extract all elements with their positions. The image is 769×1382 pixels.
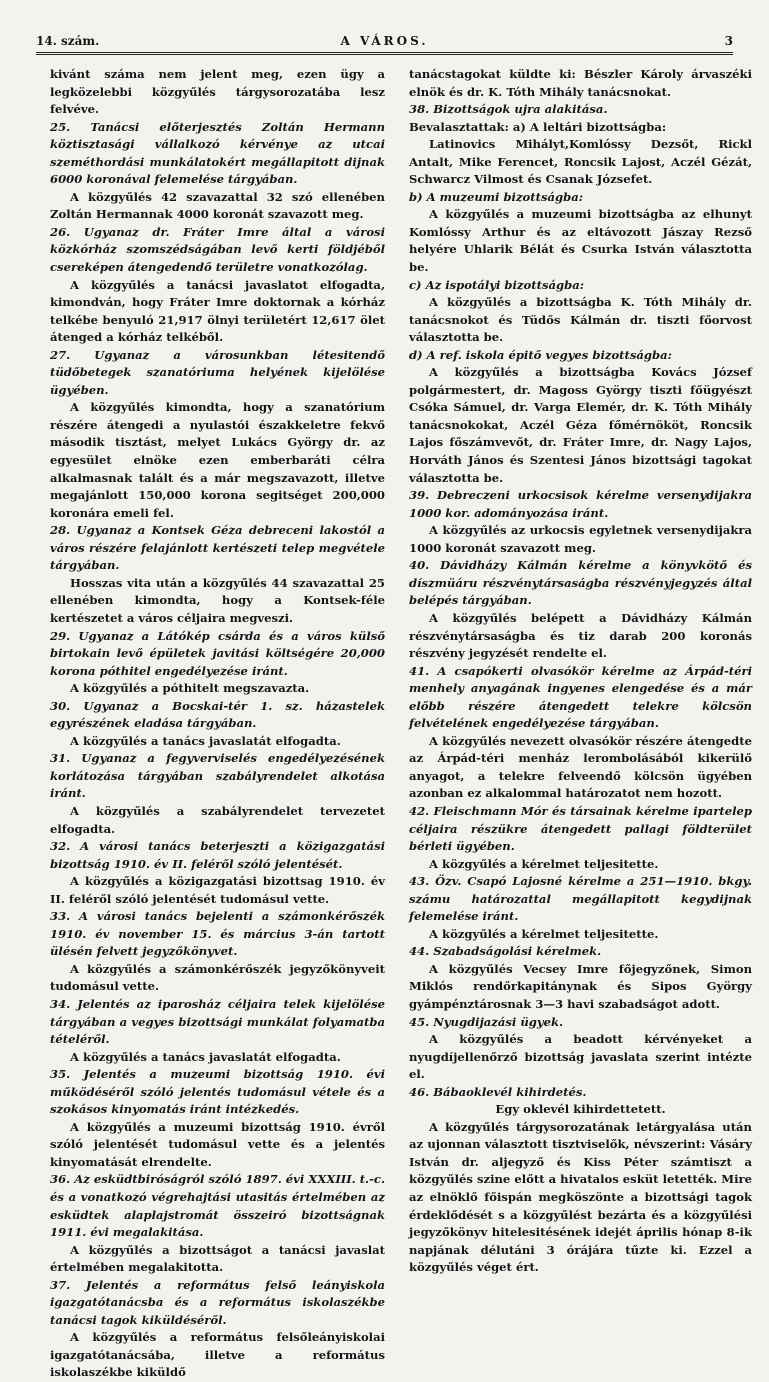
agenda-item-heading: 26. Ugyanaz dr. Fráter Imre által a városi közkórház szomszédságában levő kerti földjéből csereképen átengedendő területre vonatkozólag.: [50, 224, 385, 275]
paragraph: A közgyűlés a beadott kérvényeket a nyugdíjellenőrző bizottság javaslata szerint intézte el.: [409, 1032, 752, 1082]
agenda-item-heading: 39. Debreczeni urkocsisok kérelme versenydijakra 1000 kor. adományozása iránt.: [409, 488, 752, 520]
paragraph: tanácstagokat küldte ki: Bészler Károly árvaszéki elnök és dr. K. Tóth Mihály tanácsnokat.: [409, 67, 752, 99]
paragraph: kivánt száma nem jelent meg, ezen ügy a legközelebbi közgyűlés tárgysorozatába lesz felvéve.: [50, 67, 385, 117]
journal-title: A VÁROS.: [340, 34, 429, 48]
paragraph: Hosszas vita után a közgyűlés 44 szavazattal 25 ellenében kimondta, hogy a Kontsek-féle kertészetet a város céljaira megveszi.: [50, 575, 385, 625]
agenda-item-heading: 29. Ugyanaz a Látókép csárda és a város külső birtokain levő épületek javitási költségére 20,000 korona póthitel engedélyezése iránt.: [50, 628, 385, 678]
agenda-item-heading: 28. Ugyanaz a Kontsek Géza debreceni lakostól a város részére felajánlott kertészeti telep megvétele tárgyában.: [50, 523, 385, 573]
agenda-item-heading: 43. Özv. Csapó Lajosné kérelme a 251—1910. bkgy. számu határozattal megállapitott kegydijnak felemelése iránt.: [409, 874, 752, 924]
header-rule: [36, 52, 733, 55]
agenda-item-heading: 31. Ugyanaz a fegyverviselés engedélyezésének korlátozása tárgyában szabályrendelet alkotása iránt.: [50, 751, 385, 801]
page-header: [36, 34, 733, 52]
paragraph: A közgyűlés a kérelmet teljesitette.: [429, 926, 659, 941]
agenda-item-heading: b) A muzeumi bizottságba:: [409, 189, 584, 204]
paragraph: A közgyűlés tárgysorozatának letárgyalása után az ujonnan választott tisztviselők, névszerint: Vásáry István dr. aljegyző és Kiss Péter számtiszt a közgyűlés szine előtt a hivatalos esküt letették. Mire az elnöklő főispán megköszönte a bizottsági tagok érdeklődését s a közgyűlést bezárta és a közgyűlési jegyzőkönyv hitelesitésének idejét április hónap 8-ik napjának délutáni 3 órájára tűzte ki. Ezzel a közgyűlés véget ért.: [409, 1119, 752, 1275]
agenda-item-heading: 42. Fleischmann Mór és társainak kérelme ipartelep céljaira részükre átengedett pallagi földterület bérleti ügyében.: [409, 803, 752, 854]
agenda-item-heading: 33. A városi tanács bejelenti a számonkérőszék 1910. év november 15. és március 3-án tartott ülésén felvett jegyzőkönyvet.: [50, 909, 385, 959]
paragraph: A közgyűlés a szabályrendelet tervezetet elfogadta.: [50, 803, 385, 836]
paragraph: A közgyűlés a számonkérőszék jegyzőkönyveit tudomásul vette.: [50, 961, 385, 994]
paragraph: A közgyűlés Vecsey Imre főjegyzőnek, Simon Miklós rendőrkapitánynak és Sipos György gyámpénztárosnak 3—3 havi szabadságot adott.: [409, 961, 752, 1011]
agenda-item-heading: 32. A városi tanács beterjeszti a közigazgatási bizottság 1910. év II. feléről szóló jelentését.: [50, 839, 385, 871]
agenda-item-heading: 34. Jelentés az iparosház céljaira telek kijelölése tárgyában a vegyes bizottsági munkálat folyamatba tételéről.: [50, 996, 385, 1047]
agenda-item-heading: c) Az ispotályi bizottságba:: [409, 277, 584, 292]
issue-number: 14. szám.: [36, 34, 100, 48]
paragraph: A közgyűlés a bizottságot a tanácsi javaslat értelmében megalakitotta.: [50, 1242, 385, 1275]
paragraph: A közgyűlés a közigazgatási bizottsag 1910. év II. feléről szóló jelentését tudomásul vette.: [50, 874, 385, 906]
paragraph: A közgyűlés a tanács javaslatát elfogadta.: [70, 733, 341, 748]
paragraph: A közgyűlés belépett a Dávidházy Kálmán részvénytársaságba és tiz darab 200 koronás részvény jegyzését rendelte el.: [409, 610, 752, 661]
agenda-item-heading: 25. Tanácsi előterjesztés Zoltán Hermann köztisztasági vállalkozó kérvénye az utcai szeméthordási munkálatokért megállapitott dijnak 6000 koronával felemelése tárgyában.: [50, 119, 385, 187]
agenda-item-heading: 38. Bizottságok ujra alakitása.: [409, 102, 608, 117]
paragraph: Egy oklevél kihirdettetett.: [495, 1102, 666, 1117]
paragraph: A közgyűlés a tanács javaslatát elfogadta.: [70, 1049, 341, 1064]
agenda-item-heading: 45. Nyugdijazási ügyek.: [409, 1014, 564, 1029]
agenda-item-heading: 30. Ugyanaz a Bocskai-tér 1. sz. házastelek egyrészének eladása tárgyában.: [50, 698, 385, 731]
agenda-item-heading: 44. Szabadságolási kérelmek.: [409, 944, 602, 959]
paragraph: A közgyűlés a református felsőleányiskolai igazgatótanácsába, illetve a református iskolaszékbe kiküldő: [50, 1330, 385, 1380]
agenda-item-heading: 27. Ugyanaz a városunkban létesitendő tüdőbetegek szanatóriuma helyének kijelölése ügyében.: [50, 347, 385, 397]
agenda-item-heading: 35. Jelentés a muzeumi bizottság 1910. évi működéséről szóló jelentés tudomásul vétele és a szokásos kinyomatás iránt intézkedés.: [50, 1067, 385, 1117]
paragraph: A közgyűlés a kérelmet teljesitette.: [429, 856, 659, 871]
agenda-item-heading: 46. Bábaoklevél kihirdetés.: [409, 1084, 587, 1099]
page-number: 3: [724, 34, 733, 48]
agenda-item-heading: 41. A csapókerti olvasókör kérelme az Árpád-téri menhely anyagának ingyenes elengedése és a már előbb részére átengedett telekre kölcsön felvételének engedélyezése tárgyában.: [409, 663, 752, 731]
paragraph: Bevalasztattak: a) A leltári bizottságba:: [409, 119, 667, 134]
agenda-item-heading: 40. Dávidházy Kálmán kérelme a könyvkötő és díszmüáru részvénytársaságba részvényjegyzés által belépés tárgyában.: [409, 558, 752, 608]
paragraph: A közgyűlés a muzeumi bizottság 1910. évről szóló jelentését tudomásul vette és a jelentés kinyomatását elrendelte.: [50, 1119, 385, 1169]
paragraph: A közgyűlés nevezett olvasókör részére átengedte az Árpád-téri menház lerombolásából kikerülő anyagot, a telekre felveendő kölcsön ügyében azonban ez alkalommal határozatot nem hozott.: [409, 733, 752, 801]
agenda-item-heading: 37. Jelentés a református felső leányiskola igazgatótanácsba és a református iskolaszékbe tanácsi tagok kiküldéséről.: [50, 1277, 385, 1327]
right-column: [409, 66, 752, 1277]
paragraph: A közgyűlés 42 szavazattal 32 szó ellenében Zoltán Hermannak 4000 koronát szavazott meg.: [50, 189, 385, 222]
paragraph: Latinovics Mihályt,Komlóssy Dezsőt, Rickl Antalt, Mike Ferencet, Roncsik Lajost, Aczél Gézát, Schwarcz Vilmost és Csanak Józsefet.: [409, 137, 752, 187]
agenda-item-heading: 36. Az esküdtbiróságról szóló 1897. évi XXXIII. t.-c. és a vonatkozó végrehajtási utasitás értelmében az esküdtek alaplajstromát összeiró bizottságnak 1911. évi megalakitása.: [50, 1172, 385, 1240]
agenda-item-heading: d) A ref. iskola épitő vegyes bizottságba:: [409, 347, 672, 362]
paragraph: A közgyűlés a bizottságba K. Tóth Mihály dr. tanácsnokot és Tüdős Kálmán dr. tiszti főorvost választotta be.: [409, 295, 752, 345]
paragraph: A közgyűlés kimondta, hogy a szanatórium részére átengedi a nyulastói északkeletre fekvő második tisztást, melyet Lukács György dr. az egyesület elnöke ezen emberbaráti célra alkalmasnak talált és a már megszavazott, illetve megajánlott 150,000 korona segitséget 200,000 koronára emeli fel.: [50, 400, 385, 520]
paragraph: A közgyűlés az urkocsis egyletnek versenydijakra 1000 koronát szavazott meg.: [409, 523, 752, 555]
paragraph: A közgyűlés a muzeumi bizottságba az elhunyt Komlóssy Arthur és az eltávozott Jászay Rezső helyére Uhlarik Bélát és Csurka István választotta be.: [409, 207, 752, 275]
paragraph: A közgyűlés a tanácsi javaslatot elfogadta, kimondván, hogy Fráter Imre doktornak a kórház telkébe benyuló 21,917 ölnyi területért 12,617 ölet átenged a kórház telkéből.: [50, 277, 385, 345]
paragraph: A közgyűlés a póthitelt megszavazta.: [70, 681, 310, 696]
paragraph: A közgyűlés a bizottságba Kovács József polgármestert, dr. Magoss György tiszti főügyészt Csóka Sámuel, dr. Varga Elemér, dr. K. Tóth Mihály tanácsnokokat, Aczél Géza főmérnököt, Roncsik Lajos főszámvevőt, dr. Fráter Imre, dr. Nagy Lajos, Horváth János és Szentesi János bizottsági tagokat választotta be.: [409, 365, 752, 485]
